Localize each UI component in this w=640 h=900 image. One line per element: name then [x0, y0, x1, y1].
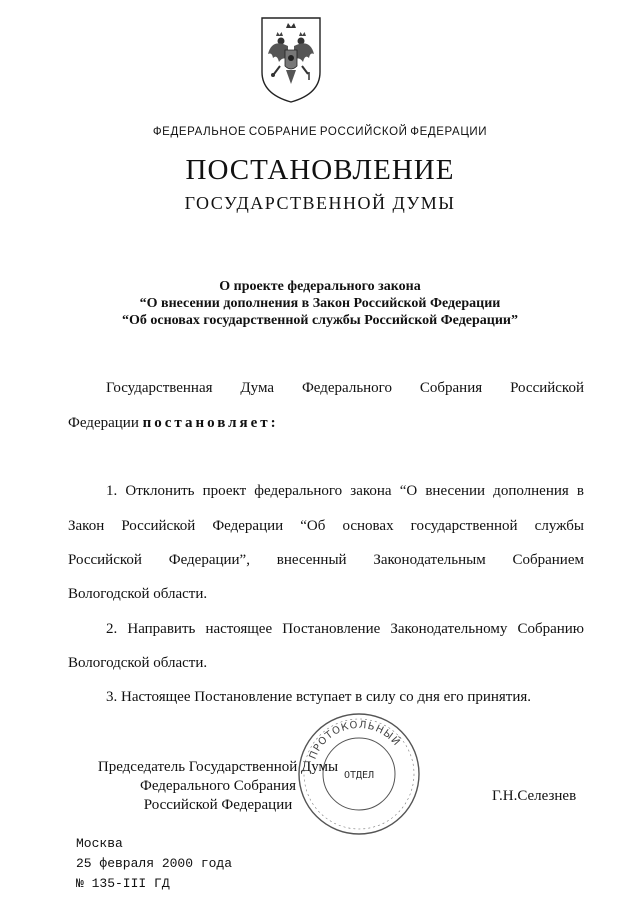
subject-line: О проекте федерального закона — [219, 279, 421, 294]
signatory-title-line: Председатель Государственной Думы — [97, 759, 339, 775]
operative-word: постановляет: — [142, 415, 279, 431]
resolution-item-1: Вологодской области. — [68, 586, 208, 602]
subject-line: “Об основах государственной службы Российской Федерации” — [121, 313, 518, 328]
preamble-line — [68, 415, 584, 432]
signatory-title-line: Федерального Собрания — [139, 778, 297, 794]
resolution-item-1: Российской Федерации”, внесенный Законодательным Собранием — [68, 552, 584, 568]
signatory-title-line: Российской Федерации — [143, 797, 293, 813]
document-number: № 135-III ГД — [76, 876, 170, 891]
organization-heading: ФЕДЕРАЛЬНОЕ СОБРАНИЕ РОССИЙСКОЙ ФЕДЕРАЦИИ — [152, 126, 488, 138]
signatory-title — [88, 758, 348, 815]
coat-of-arms-emblem — [258, 14, 324, 106]
stamp-ring-text: ПРОТОКОЛЬНЫЙ — [307, 719, 403, 761]
resolution-item-2: 2. Направить настоящее Постановление Законодательному Собранию — [106, 621, 584, 637]
document-subject — [0, 278, 640, 329]
preamble-line: Государственная Дума Федерального Собрания Российской — [106, 380, 584, 396]
preamble-prefix: Федерации — [68, 415, 139, 431]
resolution-item-1: Закон Российской Федерации “Об основах государственной службы — [68, 518, 584, 534]
document-type-title: ПОСТАНОВЛЕНИЕ — [185, 154, 455, 186]
resolution-item-2: Вологодской области. — [68, 655, 208, 671]
double-headed-eagle-icon — [258, 14, 324, 106]
resolution-item-1: 1. Отклонить проект федерального закона “О внесении дополнения в — [106, 483, 584, 499]
subject-line: “О внесении дополнения в Закон Российской Федерации — [139, 296, 501, 311]
issuing-body-title: ГОСУДАРСТВЕННОЙ ДУМЫ — [184, 193, 456, 213]
issue-date: 25 февраля 2000 года — [76, 856, 233, 871]
issue-place: Москва — [76, 836, 123, 851]
signatory-name: Г.Н.Селезнев — [492, 788, 577, 804]
resolution-item-3: 3. Настоящее Постановление вступает в силу со дня его принятия. — [106, 689, 532, 705]
stamp-center-text: ОТДЕЛ — [343, 770, 375, 781]
